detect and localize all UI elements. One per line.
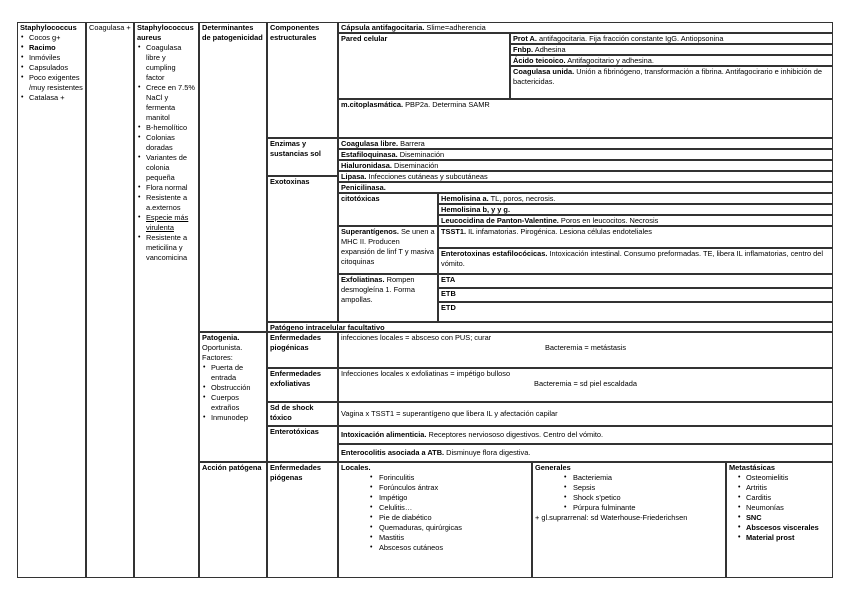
- lipasa-text: Infecciones cutáneas y subcutáneas: [366, 172, 488, 181]
- capsula-title: Cápsula antifagocitaria.: [341, 23, 425, 32]
- patogenia-factor-item: • Obstrucción: [202, 383, 264, 393]
- coagulasa-unida-title: Coagulasa unida.: [513, 67, 575, 76]
- patogeno-intracelular-label: Patógeno intracelular facultativo: [270, 323, 385, 332]
- estafiloquinasa-row: [338, 149, 833, 160]
- enterocolitis-title: Enterocolitis asociada a ATB.: [341, 448, 445, 457]
- hemolisina-b-title: Hemolisina b, y y g.: [441, 205, 510, 214]
- lipasa-title: Lipasa.: [341, 172, 367, 181]
- patogenia-factor-item: • Puerta de entrada: [202, 363, 264, 383]
- metastasicas-title: Metastásicas: [729, 463, 776, 472]
- col-staphylococcus: [17, 22, 86, 578]
- genus-feature-item: • Inmóviles: [20, 53, 83, 63]
- general-infection-item: • Sepsis: [557, 483, 723, 493]
- generales-note: + gl.suprarrenal: sd Waterhouse-Friederichsen: [535, 513, 688, 522]
- determinantes-cell: [199, 22, 267, 332]
- mcito-row: [338, 99, 833, 138]
- superantigenos-title: Superantígenos.: [341, 227, 399, 236]
- generales-list: [535, 473, 723, 513]
- metastatic-infection-item: • Carditis: [737, 493, 830, 503]
- patogenia-title: Patogenia.: [202, 333, 240, 342]
- locales-list: [341, 473, 529, 553]
- piogenicas-detail: [338, 332, 833, 368]
- genus-feature-item: • Capsulados: [20, 63, 83, 73]
- local-infection-item: • Mastitis: [363, 533, 529, 543]
- etd-row: [438, 302, 833, 322]
- enf-exfoliativas-cell: [267, 368, 338, 402]
- etb-row: [438, 288, 833, 302]
- leucocidina-row: [438, 215, 833, 226]
- coagulasa-libre-text: Barrera: [398, 139, 425, 148]
- locales-cell: [338, 462, 532, 578]
- superantigenos-cell: [338, 226, 438, 274]
- intoxicacion-title: Intoxicación alimenticia.: [341, 430, 427, 439]
- acido-teicoico-text: Antifagocitario y adhesina.: [565, 56, 654, 65]
- generales-cell: [532, 462, 726, 578]
- enzimas-cell: [267, 138, 338, 176]
- genus-feature-item: • Cocos g+: [20, 33, 83, 43]
- accion-label: Acción patógena: [202, 463, 262, 472]
- patogenia-text: Oportunista. Factores:: [202, 343, 243, 362]
- estafiloquinasa-title: Estafiloquinasa.: [341, 150, 398, 159]
- enf-exfoliativas-label: Enfermedades exfoliativas: [270, 369, 321, 388]
- hemolisina-a-text: TL, poros, necrosis.: [488, 194, 556, 203]
- piogenicas-line1: infecciones locales = absceso con PUS; curar: [341, 333, 492, 342]
- enterotoxinas-row: [438, 248, 833, 274]
- eta-row: [438, 274, 833, 288]
- coagulasa-label: Coagulasa +: [89, 23, 131, 32]
- species-feature-item: • Especie más virulenta: [137, 213, 196, 233]
- capsula-text: Slime=adherencia: [424, 23, 486, 32]
- exfoliativas-line2: Bacteremia = sd piel escaldada: [534, 379, 637, 388]
- col-aureus: [134, 22, 199, 578]
- metastasicas-list: [729, 473, 830, 543]
- superantigenos-text: Se unen a MHC II. Producen expansión de linf T y masiva citoquinas: [341, 227, 435, 266]
- local-infection-item: • Forinculitis: [363, 473, 529, 483]
- species-feature-item: • Flora normal: [137, 183, 196, 193]
- exotoxinas-cell: [267, 176, 338, 322]
- col-coagulasa: [86, 22, 134, 578]
- enf-piogenicas-cell: [267, 332, 338, 368]
- patogeno-intracelular-row: [267, 322, 833, 332]
- local-infection-item: • Forúnculos ántrax: [363, 483, 529, 493]
- locales-title: Locales.: [341, 463, 371, 472]
- enf-piogenas-label: Enfermedades piógenas: [270, 463, 321, 482]
- enterotoxicas-label: Enterotóxicas: [270, 427, 319, 436]
- patogenia-factors: [202, 363, 264, 423]
- shock-detail: [338, 402, 833, 426]
- general-infection-item: • Bacteriemia: [557, 473, 723, 483]
- prot-a-row: [510, 33, 833, 44]
- metastatic-infection-item: • Artritis: [737, 483, 830, 493]
- mcito-text: PBP2a. Determina SAMR: [403, 100, 490, 109]
- enf-piogenas-cell: [267, 462, 338, 578]
- hialuronidasa-title: Hialuronidasa.: [341, 161, 392, 170]
- genus-title: Staphylococcus: [20, 23, 77, 32]
- local-infection-item: • Impétigo: [363, 493, 529, 503]
- eta-label: ETA: [441, 275, 456, 284]
- fnbp-text: Adhesina: [533, 45, 566, 54]
- species-title: Staphylococcus aureus: [137, 23, 194, 42]
- enterotoxicas-cell: [267, 426, 338, 462]
- exotoxinas-label: Exotoxinas: [270, 177, 310, 186]
- intoxicacion-row: [338, 426, 833, 444]
- coagulasa-unida-row: [510, 66, 833, 99]
- exfoliatinas-text: Rompen desmogleína 1. Forma ampollas.: [341, 275, 415, 304]
- local-infection-item: • Celulitis…: [363, 503, 529, 513]
- local-infection-item: • Pie de diabético: [363, 513, 529, 523]
- species-feature-item: • Colonias doradas: [137, 133, 196, 153]
- hialuronidasa-row: [338, 160, 833, 171]
- genus-feature-item: • Racimo: [20, 43, 83, 53]
- coagulasa-libre-row: [338, 138, 833, 149]
- capsula-row: [338, 22, 833, 33]
- patogenia-factor-item: • Inmunodep: [202, 413, 264, 423]
- shock-label: Sd de shock tóxico: [270, 403, 314, 422]
- accion-cell: [199, 462, 267, 578]
- acido-teicoico-title: Ácido teicoico.: [513, 56, 566, 65]
- estafiloquinasa-text: Diseminación: [397, 150, 445, 159]
- citotoxicas-cell: [338, 193, 438, 226]
- species-feature-item: • B-hemolítico: [137, 123, 196, 133]
- exfoliatinas-cell: [338, 274, 438, 322]
- metastatic-infection-item: • Neumonías: [737, 503, 830, 513]
- general-infection-item: • Púrpura fulminante: [557, 503, 723, 513]
- hialuronidasa-text: Diseminación: [391, 161, 439, 170]
- metastatic-infection-item: • Material prost: [737, 533, 830, 543]
- species-feature-item: • Resistente a meticilina y vancomicina: [137, 233, 196, 263]
- mcito-title: m.citoplasmática.: [341, 100, 404, 109]
- tsst1-title: TSST1.: [441, 227, 467, 236]
- metastasicas-cell: [726, 462, 833, 578]
- estructurales-label: Componentes estructurales: [270, 23, 320, 42]
- pared-label: Pared celular: [341, 34, 388, 43]
- metastatic-infection-item: • Osteomielitis: [737, 473, 830, 483]
- piogenicas-line2: Bacteremia = metástasis: [544, 343, 627, 352]
- patogenia-factor-item: • Cuerpos extraños: [202, 393, 264, 413]
- tsst1-row: [438, 226, 833, 248]
- coagulasa-unida-text: Unión a fibrinógeno, transformación a fibrina. Antifagocirario e inhibición de bactericidas.: [513, 67, 822, 86]
- enzimas-label: Enzimas y sustancias sol: [270, 139, 321, 158]
- exfoliatinas-title: Exfoliatinas.: [341, 275, 385, 284]
- patogenia-cell: [199, 332, 267, 462]
- genus-feature-item: • Catalasa +: [20, 93, 83, 103]
- species-features: [137, 43, 196, 263]
- coagulasa-libre-title: Coagulasa libre.: [341, 139, 399, 148]
- lipasa-row: [338, 171, 833, 182]
- leucocidina-title: Leucocidina de Panton-Valentine.: [441, 216, 559, 225]
- metastatic-infection-item: • SNC: [737, 513, 830, 523]
- penicilinasa-row: [338, 182, 833, 193]
- species-feature-item: • Variantes de colonia pequeña: [137, 153, 196, 183]
- exfoliativas-line1: Infecciones locales x exfoliatinas = impétigo bulloso: [341, 369, 511, 378]
- genus-feature-item: • Poco exigentes /muy resistentes: [20, 73, 83, 93]
- enterocolitis-row: [338, 444, 833, 462]
- local-infection-item: • Quemaduras, quirúrgicas: [363, 523, 529, 533]
- metastatic-infection-item: • Abscesos viscerales: [737, 523, 830, 533]
- etb-label: ETB: [441, 289, 456, 298]
- enf-piogenicas-label: Enfermedades piogénicas: [270, 333, 321, 352]
- tsst1-text: IL infamatorias. Pirogénica. Lesiona células endoteliales: [466, 227, 652, 236]
- generales-title: Generales: [535, 463, 571, 472]
- citotoxicas-label: citotóxicas: [341, 194, 380, 203]
- species-feature-item: • Coagulasa libre y cumpling factor: [137, 43, 196, 83]
- hemolisina-b-row: [438, 204, 833, 215]
- prot-a-text: antifagocitaria. Fija fracción constante IgG. Antiopsonina: [536, 34, 724, 43]
- acido-teicoico-row: [510, 55, 833, 66]
- fnbp-title: Fnbp.: [513, 45, 534, 54]
- species-feature-item: • Resistente a a.externos: [137, 193, 196, 213]
- leucocidina-text: Poros en leucocitos. Necrosis: [558, 216, 659, 225]
- pared-cell: [338, 33, 510, 99]
- exfoliativas-detail: [338, 368, 833, 402]
- hemolisina-a-row: [438, 193, 833, 204]
- determinantes-label: Determinantes de patogenicidad: [202, 23, 263, 42]
- species-feature-item: • Crece en 7.5% NaCl y fermenta manitol: [137, 83, 196, 123]
- genus-features: [20, 33, 83, 103]
- intoxicacion-text: Receptores nerviososo digestivos. Centro del vómito.: [426, 430, 604, 439]
- etd-label: ETD: [441, 303, 456, 312]
- local-infection-item: • Abscesos cutáneos: [363, 543, 529, 553]
- penicilinasa-title: Penicilinasa.: [341, 183, 386, 192]
- enterotoxinas-text: Intoxicación intestinal. Consumo preformadas. TE, libera IL inflamatorias, centro del vómito.: [441, 249, 824, 268]
- enterocolitis-text: Disminuye flora digestiva.: [444, 448, 531, 457]
- fnbp-row: [510, 44, 833, 55]
- shock-line: Vagina x TSST1 = superantígeno que libera IL y afectación capilar: [341, 409, 558, 418]
- shock-cell: [267, 402, 338, 426]
- enterotoxinas-title: Enterotoxinas estafilocócicas.: [441, 249, 548, 258]
- prot-a-title: Prot A.: [513, 34, 537, 43]
- estructurales-cell: [267, 22, 338, 138]
- general-infection-item: • Shock s’petico: [557, 493, 723, 503]
- hemolisina-a-title: Hemolisina a.: [441, 194, 489, 203]
